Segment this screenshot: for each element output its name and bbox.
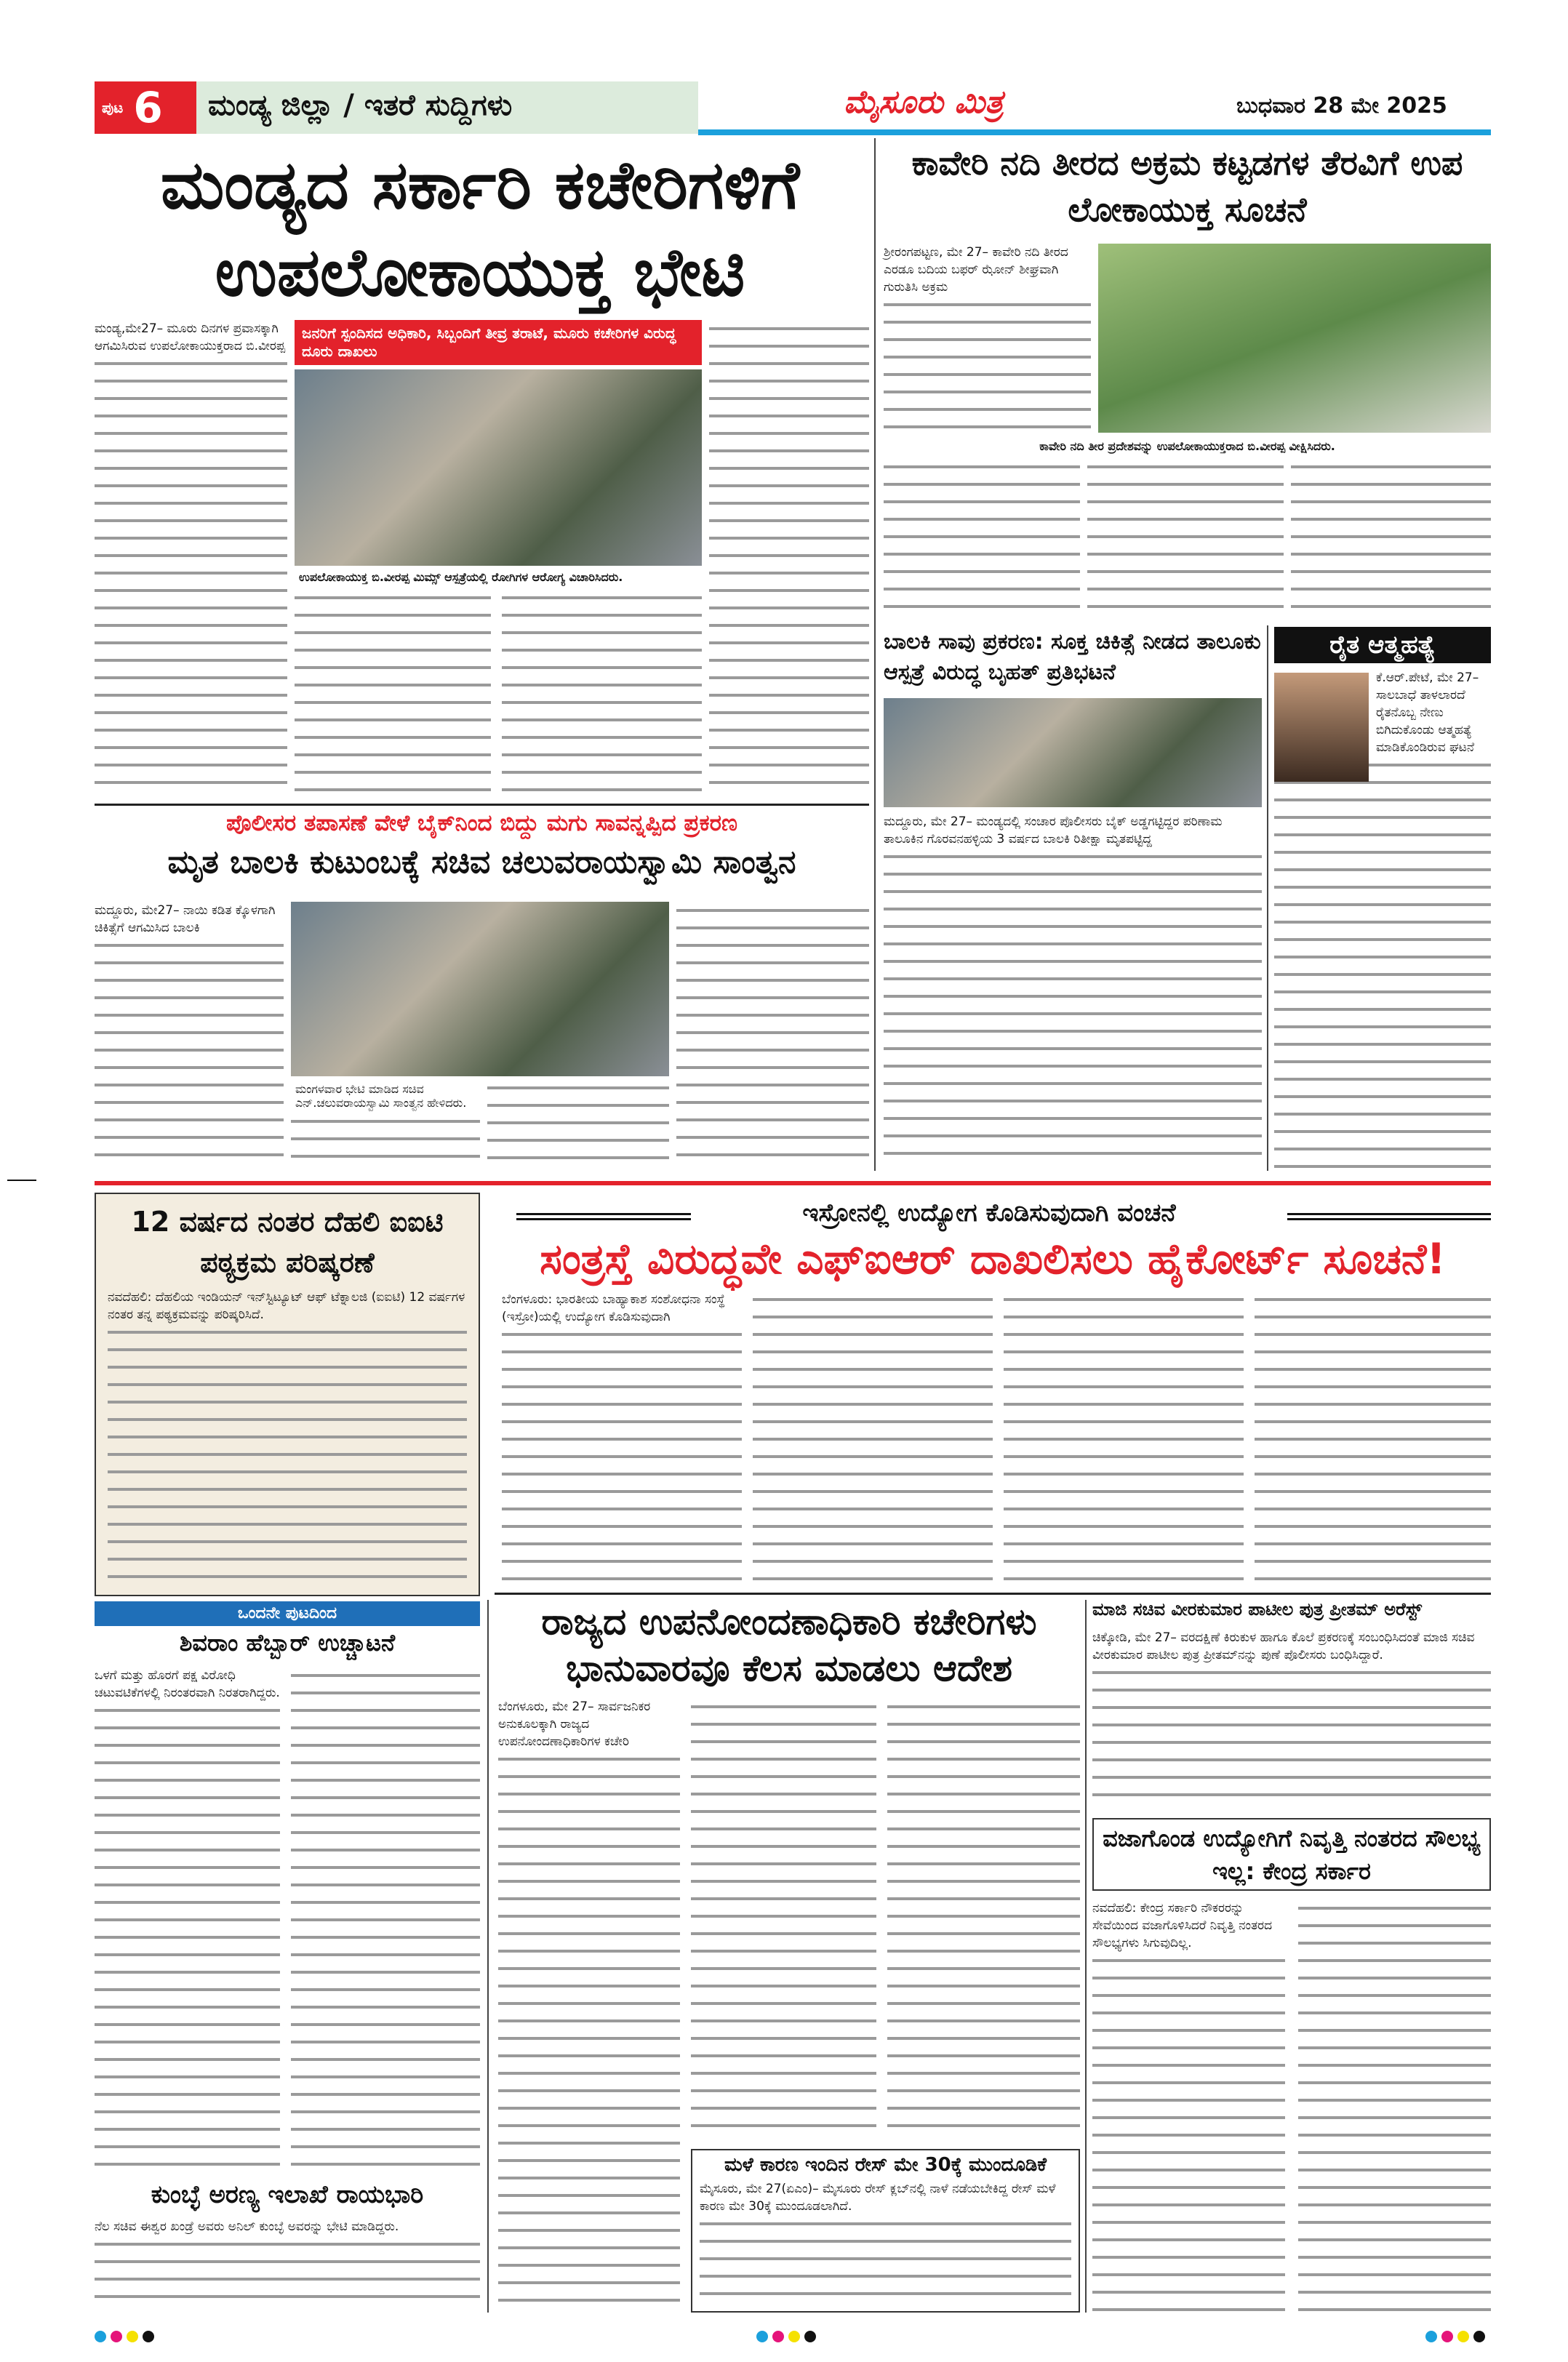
column-divider <box>1085 1600 1087 2313</box>
article-body <box>95 2218 480 2313</box>
article-lede: ನೆಲ ಸಚಿವ ಈಶ್ವರ ಖಂಡ್ರೆ ಅವರು ಅನಿಲ್ ಕುಂಬ್ಳೆ ಅವರನ್ನು ಭೇಟಿ ಮಾಡಿದ್ದರು. <box>95 2218 480 2235</box>
article-lede: ಒಳಗೆ ಮತ್ತು ಹೊರಗೆ ಪಕ್ಷ ವಿರೋಧಿ ಚಟುವಟಿಕೆಗಳಲ್ಲಿ ನಿರಂತರವಾಗಿ ನಿರತರಾಗಿದ್ದರು. <box>95 1668 280 1700</box>
photo-hospital-visit <box>295 369 702 566</box>
page-label: ಪುಟ <box>102 99 124 116</box>
kicker-rule-left <box>516 1213 691 1220</box>
article-lede: ಬೆಂಗಳೂರು, ಮೇ 27– ಸಾರ್ವಜನಿಕರ ಅನುಕೂಲಕ್ಕಾಗಿ ರಾಜ್ಯದ ಉಪನೋಂದಣಾಧಿಕಾರಿಗಳ ಕಚೇರಿ <box>498 1698 680 1750</box>
article-body <box>1092 1899 1285 2313</box>
article-body <box>1298 1899 1491 2313</box>
article-body <box>1004 1291 1244 1585</box>
headline-pension: ವಜಾಗೊಂಡ ಉದ್ಯೋಗಿಗೆ ನಿವೃತ್ತಿ ನಂತರದ ಸೌಲಭ್ಯ ಇಲ್ಲ: ಕೇಂದ್ರ ಸರ್ಕಾರ <box>1103 1825 1481 1885</box>
article-body <box>95 1667 280 2169</box>
photo-kaveri-inspection <box>1098 244 1491 433</box>
column-divider <box>487 1600 489 2313</box>
divider <box>495 1593 1491 1595</box>
article-lede: ಕೆ.ಆರ್.ಪೇಟೆ, ಮೇ 27– ಸಾಲಬಾಧೆ ತಾಳಲಾರದೆ ರೈತನೊಬ್ಬ ನೇಣು ಬಿಗಿದುಕೊಂಡು ಆತ್ಮಹತ್ಯೆ ಮಾಡಿಕೊಂಡಿರುವ ಘಟನೆ <box>1274 669 1491 756</box>
section-rule-red <box>95 1181 1491 1185</box>
article-body <box>709 320 869 793</box>
color-registration-marks <box>95 2331 159 2345</box>
photo-protest <box>884 698 1262 807</box>
kicker-rule-right <box>1287 1213 1491 1220</box>
page-number-box <box>95 81 196 134</box>
article-body <box>691 1698 876 2142</box>
article-lede: ಮೈಸೂರು, ಮೇ 27(ಏಎಂ)– ಮೈಸೂರು ರೇಸ್ ಕ್ಲಬ್‌ನಲ್ಲಿ ನಾಳೆ ನಡೆಯಬೇಕಿದ್ದ ರೇಸ್ ಮಳೆ ಕಾರಣ ಮೇ 30ಕ್ಕೆ ಮುಂದೂಡಲಾಗಿದೆ. <box>700 2180 1071 2215</box>
photo-minister-visit <box>291 902 669 1076</box>
highlight-text: ಜನರಿಗೆ ಸ್ಪಂದಿಸದ ಅಧಿಕಾರಿ, ಸಿಬ್ಬಂದಿಗೆ ತೀವ್ರ ತರಾಟೆ, ಮೂರು ಕಚೇರಿಗಳ ವಿರುದ್ಧ ದೂರು ದಾಖಲು <box>302 324 676 360</box>
photo-caption: ಉಪಲೋಕಾಯುಕ್ತ ಬಿ.ವೀರಪ್ಪ ಮಿಮ್ಸ್ ಆಸ್ಪತ್ರೆಯಲ್ಲಿ ರೋಗಿಗಳ ಆರೋಗ್ಯ ವಿಚಾರಿಸಿದರು. <box>295 567 702 587</box>
article-body <box>108 1289 467 1587</box>
article-lede: ಮದ್ದೂರು, ಮೇ27– ನಾಯಿ ಕಡಿತ ಕ್ಕೊಳಗಾಗಿ ಚಿಕಿತ್ಸೆಗೆ ಆಗಮಿಸಿದ ಬಾಲಕಿ <box>95 902 284 937</box>
highlight-box <box>295 320 702 365</box>
article-body <box>502 589 702 793</box>
headline-farmer-suicide: ರೈತ ಆತ್ಮಹತ್ಯೆ <box>1329 630 1436 660</box>
article-body <box>95 902 284 1171</box>
article-body <box>676 902 869 1171</box>
headline-girl-death-protest: ಬಾಲಕಿ ಸಾವು ಪ್ರಕರಣ: ಸೂಕ್ತ ಚಿಕಿತ್ಸೆ ನೀಡದ ತಾಲೂಕು ಆಸ್ಪತ್ರೆ ವಿರುದ್ಧ ಬೃಹತ್ ಪ್ರತಿಭಟನೆ <box>884 629 1261 685</box>
headline-race: ಮಳೆ ಕಾರಣ ಇಂದಿನ ರೇಸ್ ಮೇ 30ಕ್ಕೆ ಮುಂದೂಡಿಕೆ <box>724 2154 1047 2176</box>
article-body <box>1092 1629 1491 1811</box>
article-body <box>884 458 1080 618</box>
article-body <box>291 1113 480 1171</box>
article-body <box>295 589 491 793</box>
article-body <box>1255 1291 1491 1585</box>
article-body <box>502 1291 742 1585</box>
continued-label-bar <box>95 1601 480 1626</box>
photo-caption: ಮಂಗಳವಾರ ಭೇಟಿ ಮಾಡಿದ ಸಚಿವ ಎನ್.ಚಲುವರಾಯಸ್ವಾಮಿ ಸಾಂತ್ವನ ಹೇಳಿದರು. <box>291 1079 480 1113</box>
pension-heading-box <box>1092 1818 1491 1891</box>
article-body <box>498 1698 680 2313</box>
article-body <box>487 1079 669 1171</box>
headline-hebbar: ಶಿವರಾಂ ಹೆಬ್ಬಾರ್ ಉಚ್ಚಾಟನೆ <box>179 1629 396 1657</box>
farmer-suicide-heading-box <box>1274 627 1491 663</box>
race-box <box>691 2149 1080 2313</box>
headline-kaveri: ಕಾವೇರಿ ನದಿ ತೀರದ ಅಕ್ರಮ ಕಟ್ಟಡಗಳ ತೆರವಿಗೆ ಉಪ ಲೋಕಾಯುಕ್ತ ಸೂಚನೆ <box>911 143 1463 229</box>
iit-box <box>95 1193 480 1596</box>
headline-iit: 12 ವರ್ಷದ ನಂತರ ದೆಹಲಿ ಐಐಟಿ ಪಠ್ಯಕ್ರಮ ಪರಿಷ್ಕರಣೆ <box>131 1206 444 1278</box>
color-registration-marks <box>756 2331 820 2345</box>
section-label: ಮಂಡ್ಯ ಜಿಲ್ಲಾ / ಇತರೆ ಸುದ್ದಿಗಳು <box>208 89 513 122</box>
article-lede: ಮದ್ದೂರು, ಮೇ 27– ಮಂಡ್ಯದಲ್ಲಿ ಸಂಚಾರ ಪೊಲೀಸರು ಬೈಕ್ ಅಡ್ಡಗಟ್ಟಿದ್ದರ ಪರಿಣಾಮ ತಾಲೂಕಿನ ಗೊರವನಹಳ್ಳಿಯ 3 ವರ್ಷದ ಬಾಲಕಿ ರಿತೀಕ್ಷಾ ಮೃತಪಟ್ಟಿದ್ದ <box>884 813 1262 848</box>
divider <box>95 804 869 806</box>
article-body <box>1087 458 1284 618</box>
column-divider <box>1267 625 1268 1171</box>
article-body <box>884 813 1262 1169</box>
column-divider <box>874 138 876 1171</box>
margin-mark <box>7 1180 36 1181</box>
headline-minister-consoles: ಮೃತ ಬಾಲಕಿ ಕುಟುಂಬಕ್ಕೆ ಸಚಿವ ಚಲುವರಾಯಸ್ವಾಮಿ ಸಾಂತ್ವನ <box>167 844 796 881</box>
photo-farmer <box>1274 673 1369 782</box>
article-body <box>1291 458 1491 618</box>
kicker-isro: ಇಸ್ರೋನಲ್ಲಿ ಉದ್ಯೋಗ ಕೊಡಿಸುವುದಾಗಿ ವಂಚನೆ <box>802 1198 1176 1228</box>
article-body <box>291 1667 480 2169</box>
article-lede: ಬೆಂಗಳೂರು: ಭಾರತೀಯ ಬಾಹ್ಯಾಕಾಶ ಸಂಶೋಧನಾ ಸಂಸ್ಥೆ (ಇಸ್ರೋ)ಯಲ್ಲಿ ಉದ್ಯೋಗ ಕೊಡಿಸುವುದಾಗಿ <box>502 1291 742 1326</box>
headline-lokayukta-visit: ಮಂಡ್ಯದ ಸರ್ಕಾರಿ ಕಚೇರಿಗಳಿಗೆ ಉಪಲೋಕಾಯುಕ್ತ ಭೇಟಿ <box>160 146 800 311</box>
kicker-police-check: ಪೊಲೀಸರ ತಪಾಸಣೆ ವೇಳೆ ಬೈಕ್‌ನಿಂದ ಬಿದ್ದು ಮಗು ಸಾವನ್ನಪ್ಪಿದ ಪ್ರಕರಣ <box>226 810 737 836</box>
header-rule <box>698 129 1491 135</box>
continued-label: ಒಂದನೇ ಪುಟದಿಂದ <box>237 1604 337 1622</box>
section-title <box>196 81 698 134</box>
article-lede: ಮಂಡ್ಯ,ಮೇ27– ಮೂರು ದಿನಗಳ ಪ್ರವಾಸಕ್ಕಾಗಿ ಆಗಮಿಸಿರುವ ಉಪಲೋಕಾಯುಕ್ತರಾದ ಬಿ.ವೀರಪ್ಪ <box>95 320 287 355</box>
article-lede: ಚಿಕ್ಕೋಡಿ, ಮೇ 27– ವರದಕ್ಷಿಣೆ ಕಿರುಕುಳ ಹಾಗೂ ಕೊಲೆ ಪ್ರಕರಣಕ್ಕೆ ಸಂಬಂಧಿಸಿದಂತೆ ಮಾಜಿ ಸಚಿವ ವೀರಕುಮಾರ ಪಾಟೀಲ ಪುತ್ರ ಪ್ರೀತಮ್‌ನನ್ನು ಪುಣೆ ಪೊಲೀಸರು ಬಂಧಿಸಿದ್ದಾರೆ. <box>1092 1629 1491 1664</box>
article-body <box>95 320 287 793</box>
headline-isro: ಸಂತ್ರಸ್ತೆ ವಿರುದ್ಧವೇ ಎಫ್‌ಐಆರ್ ದಾಖಲಿಸಲು ಹೈಕೋರ್ಟ್ ಸೂಚನೆ! <box>540 1234 1446 1284</box>
page-number: 6 <box>133 83 163 132</box>
article-body <box>700 2180 1071 2304</box>
article-lede: ನವದೆಹಲಿ: ಕೇಂದ್ರ ಸರ್ಕಾರಿ ನೌಕರರನ್ನು ಸೇವೆಯಿಂದ ವಜಾಗೊಳಿಸಿದರೆ ನಿವೃತ್ತಿ ನಂತರದ ಸೌಲಭ್ಯಗಳು ಸಿಗುವುದಿಲ್ಲ. <box>1092 1899 1285 1952</box>
article-body <box>753 1291 993 1585</box>
photo-caption: ಕಾವೇರಿ ನದಿ ತೀರ ಪ್ರದೇಶವನ್ನು ಉಪಲೋಕಾಯುಕ್ತರಾದ ಬಿ.ವೀರಪ್ಪ ವೀಕ್ಷಿಸಿದರು. <box>884 436 1491 456</box>
issue-date: ಬುಧವಾರ 28 ಮೇ 2025 <box>1236 93 1447 119</box>
article-body <box>884 244 1091 433</box>
headline-sub-registrar: ರಾಜ್ಯದ ಉಪನೋಂದಣಾಧಿಕಾರಿ ಕಚೇರಿಗಳು ಭಾನುವಾರವೂ ಕೆಲಸ ಮಾಡಲು ಆದೇಶ <box>541 1601 1037 1689</box>
masthead-logo: ಮೈಸೂರು ಮಿತ್ರ <box>844 84 1004 121</box>
article-lede: ಶ್ರೀರಂಗಪಟ್ಟಣ, ಮೇ 27– ಕಾವೇರಿ ನದಿ ತೀರದ ಎರಡೂ ಬದಿಯ ಬಫರ್ ಝೋನ್ ಶೀಘ್ರವಾಗಿ ಗುರುತಿಸಿ ಅಕ್ರಮ <box>884 244 1091 296</box>
headline-arrest: ಮಾಜಿ ಸಚಿವ ವೀರಕುಮಾರ ಪಾಟೀಲ ಪುತ್ರ ಪ್ರೀತಮ್ ಅರೆಸ್ಟ್ <box>1092 1599 1422 1620</box>
article-body <box>887 1698 1080 2142</box>
article-lede: ನವದೆಹಲಿ: ದೆಹಲಿಯ ಇಂಡಿಯನ್ ಇನ್‌ಸ್ಟಿಟ್ಯೂಟ್ ಆಫ್ ಟೆಕ್ನಾಲಜಿ (ಐಐಟಿ) 12 ವರ್ಷಗಳ ನಂತರ ತನ್ನ ಪಠ್ಯಕ್ರಮವನ್ನು ಪರಿಷ್ಕರಿಸಿದೆ. <box>108 1289 467 1324</box>
headline-kumble: ಕುಂಬ್ಳೆ ಅರಣ್ಯ ಇಲಾಖೆ ರಾಯಭಾರಿ <box>151 2180 424 2209</box>
color-registration-marks <box>1425 2331 1489 2345</box>
